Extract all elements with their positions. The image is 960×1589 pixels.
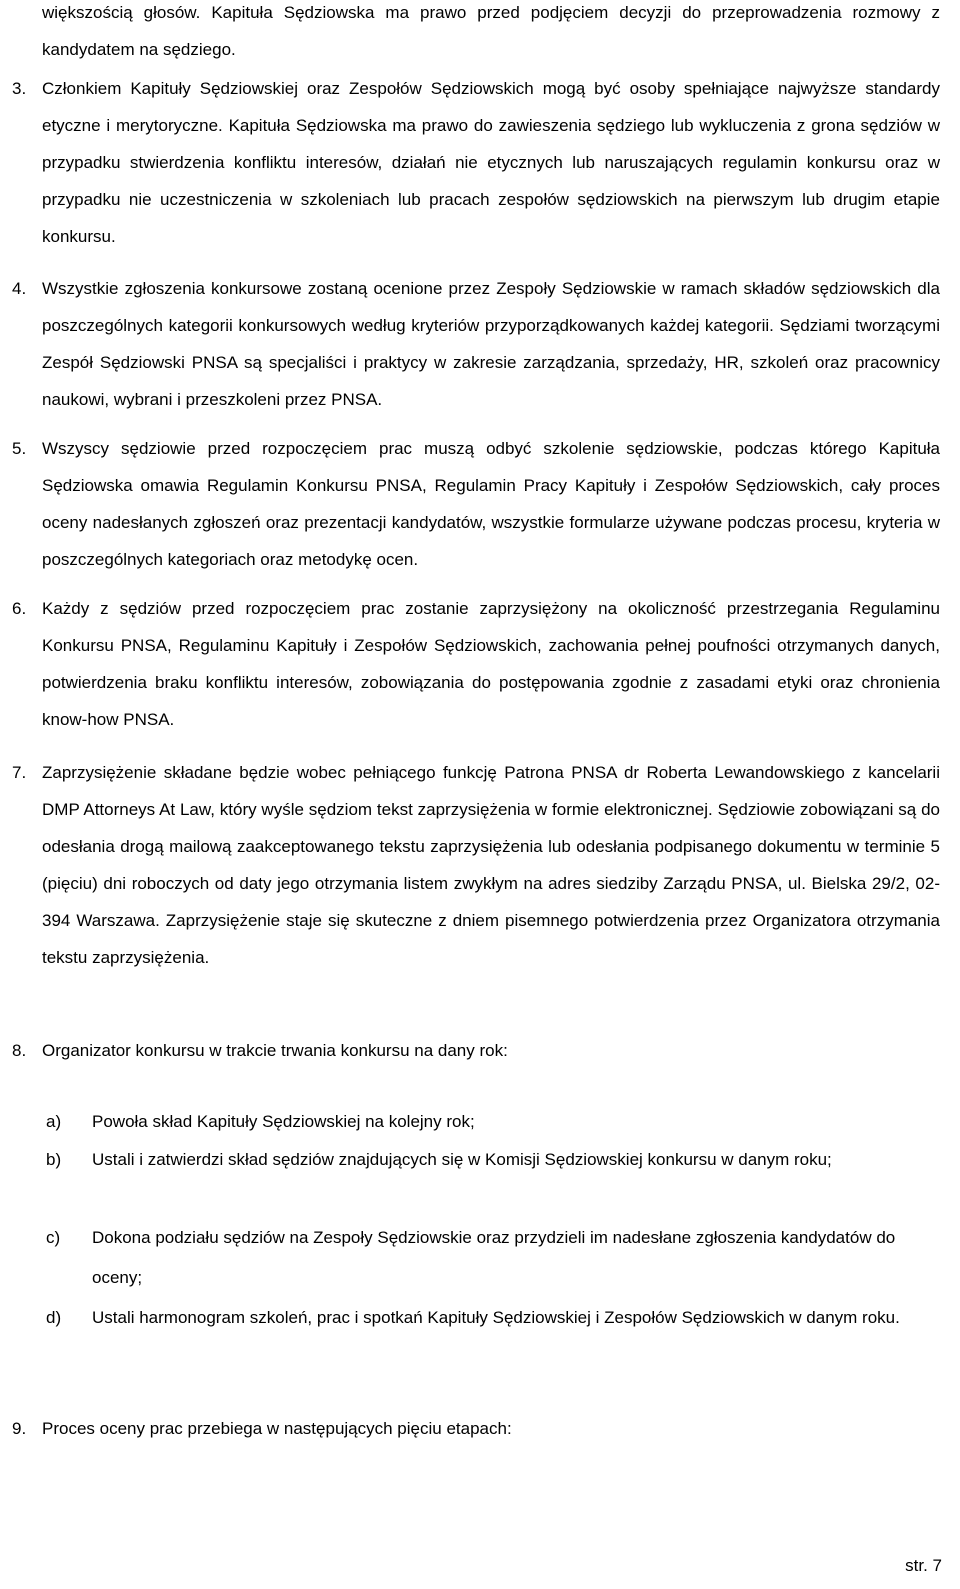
subitem-text: Ustali i zatwierdzi skład sędziów znajdujących się w Komisji Sędziowskiej konkursu w danym roku; <box>92 1150 832 1169</box>
subitem-letter: a) <box>46 1112 62 1131</box>
subitem-letter: c) <box>46 1228 61 1247</box>
paragraph-text: większością głosów. Kapituła Sędziowska ma prawo przed podjęciem decyzji do przeprowadzenia rozmowy z kandydatem na sędziego. <box>42 3 940 59</box>
paragraph-6 <box>12 590 940 738</box>
paragraph-number: 3. <box>12 79 27 98</box>
paragraph-text: Wszyscy sędziowie przed rozpoczęciem prac muszą odbyć szkolenie sędziowskie, podczas którego Kapituła Sędziowska omawia Regulamin Konkursu PNSA, Regulamin Pracy Kapituły i Zespołów Sędziowskich, cały proces oceny nadesłanych zgłoszeń oraz prezentacji kandydatów, wszystkie formularze używane podczas procesu, kryteria w poszczególnych kategoriach oraz metodykę ocen. <box>42 439 940 569</box>
paragraph-text: Proces oceny prac przebiega w następujących pięciu etapach: <box>42 1419 512 1438</box>
paragraph-number: 5. <box>12 439 27 458</box>
paragraph-number: 7. <box>12 763 27 782</box>
paragraph-4 <box>12 270 940 418</box>
paragraph-text: Wszystkie zgłoszenia konkursowe zostaną ocenione przez Zespoły Sędziowskie w ramach składów sędziowskich dla poszczególnych kategorii konkursowych według kryteriów przyporządkowanych każdej kategorii. Sędziami tworzącymi Zespół Sędziowski PNSA są specjaliści i praktycy w zakresie zarządzania, sprzedaży, HR, szkoleń oraz pracownicy naukowi, wybrani i przeszkoleni przez PNSA. <box>42 279 940 409</box>
paragraph-number: 8. <box>12 1041 27 1060</box>
subitem-letter: d) <box>46 1308 62 1327</box>
subitem-text: Powoła skład Kapituły Sędziowskiej na kolejny rok; <box>92 1112 475 1131</box>
paragraph-text: Każdy z sędziów przed rozpoczęciem prac zostanie zaprzysiężony na okoliczność przestrzegania Regulaminu Konkursu PNSA, Regulaminu Kapituły i Zespołów Sędziowskich, zachowania pełnej poufności otrzymanych danych, potwierdzenia braku konfliktu interesów, zobowiązania do postępowania zgodnie z zasadami etyki oraz chronienia know-how PNSA. <box>42 599 940 729</box>
paragraph-number: 9. <box>12 1419 27 1438</box>
paragraph-9 <box>12 1410 940 1447</box>
paragraph-text: Członkiem Kapituły Sędziowskiej oraz Zespołów Sędziowskich mogą być osoby spełniające najwyższe standardy etyczne i merytoryczne. Kapituła Sędziowska ma prawo do zawieszenia sędziego lub wykluczenia z grona sędziów w przypadku stwierdzenia konfliktu interesów, działań nie etycznych lub naruszających regulamin konkursu oraz w przypadku nie uczestniczenia w szkoleniach lub pracach zespołów sędziowskich na pierwszym lub drugim etapie konkursu. <box>42 79 940 246</box>
paragraph-7 <box>12 754 940 976</box>
subitem-text: Dokona podziału sędziów na Zespoły Sędziowskie oraz przydzieli im nadesłane zgłoszenia kandydatów do oceny; <box>92 1228 896 1287</box>
subitem-text: Ustali harmonogram szkoleń, prac i spotkań Kapituły Sędziowskiej i Zespołów Sędziowskich w danym roku. <box>92 1308 900 1327</box>
paragraph-number: 4. <box>12 279 27 298</box>
subitem-c <box>46 1218 940 1298</box>
paragraph-text: Organizator konkursu w trakcie trwania konkursu na dany rok: <box>42 1041 508 1060</box>
paragraph-3 <box>12 70 940 255</box>
paragraph-continuation <box>42 0 940 68</box>
paragraph-8 <box>12 1032 940 1069</box>
paragraph-text: Zaprzysiężenie składane będzie wobec pełniącego funkcję Patrona PNSA dr Roberta Lewandowskiego z kancelarii DMP Attorneys At Law, który wyśle sędziom tekst zaprzysiężenia w formie elektronicznej. Sędziowie zobowiązani są do odesłania drogą mailową zaakceptowanego tekstu zaprzysiężenia lub odesłania podpisanego dokumentu w terminie 5 (pięciu) dni roboczych od daty jego otrzymania listem zwykłym na adres siedziby Zarządu PNSA, ul. Bielska 29/2, 02-394 Warszawa. Zaprzysiężenie staje się skuteczne z dniem pisemnego potwierdzenia przez Organizatora otrzymania tekstu zaprzysiężenia. <box>42 763 940 967</box>
page-number: str. 7 <box>905 1556 942 1575</box>
subitem-b <box>46 1140 940 1180</box>
subitem-d <box>46 1298 940 1338</box>
subitem-letter: b) <box>46 1150 62 1169</box>
paragraph-5 <box>12 430 940 578</box>
paragraph-number: 6. <box>12 599 27 618</box>
subitem-a <box>46 1102 940 1142</box>
